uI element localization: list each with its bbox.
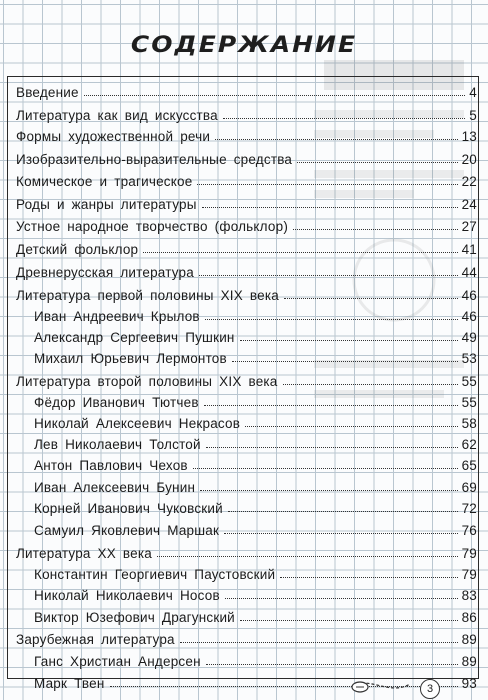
- toc-entry-page: 89: [461, 632, 477, 647]
- toc-entry-title: Литература первой половины XIX века: [16, 288, 279, 303]
- toc-entry-title: Ганс Христиан Андерсен: [34, 654, 201, 669]
- toc-entry: [16, 80, 477, 100]
- toc-entry-title: Изобразительно-выразительные средства: [16, 152, 293, 167]
- toc-entry: [16, 147, 477, 167]
- toc-entry-page: 20: [461, 152, 477, 167]
- toc-entry-page: 76: [461, 523, 477, 538]
- toc-entry-page: 53: [461, 351, 477, 366]
- toc-entry-title: Лев Николаевич Толстой: [34, 437, 201, 452]
- toc-entry-page: 93: [461, 676, 477, 691]
- toc-entry: [16, 169, 477, 189]
- dot-leader: [293, 229, 458, 230]
- toc-entry-title: Зарубежная литература: [16, 632, 175, 647]
- toc-entry-page: 72: [461, 501, 477, 516]
- dot-leader: [193, 468, 458, 469]
- toc-subentry: [34, 346, 477, 366]
- toc-entry-title: Михаил Юрьевич Лермонтов: [34, 351, 227, 366]
- toc-entry-page: 65: [461, 458, 477, 473]
- toc-entry-page: 79: [461, 567, 477, 582]
- toc-entry: [16, 214, 477, 234]
- toc-entry-page: 49: [461, 330, 477, 345]
- toc-entry-title: Комическое и трагическое: [16, 174, 193, 189]
- toc-entry-title: Корней Иванович Чуковский: [34, 501, 223, 516]
- dot-leader: [205, 319, 458, 320]
- toc-entry-title: Виктор Юзефович Драгунский: [34, 610, 235, 625]
- toc-entry-page: 69: [461, 480, 477, 495]
- dot-leader: [197, 184, 457, 185]
- toc-entry-page: 44: [461, 265, 477, 280]
- toc-subentry: [34, 453, 477, 473]
- dot-leader: [228, 511, 458, 512]
- toc-subentry: [34, 583, 477, 603]
- toc-entry-page: 4: [469, 85, 477, 100]
- dot-leader: [215, 139, 457, 140]
- toc-entry-page: 89: [461, 654, 477, 669]
- toc-entry-page: 58: [461, 416, 477, 431]
- toc-entry-title: Введение: [16, 85, 79, 100]
- toc-entry: [16, 369, 477, 389]
- toc-entry-title: Иван Андреевич Крылов: [34, 309, 200, 324]
- dot-leader: [180, 642, 458, 643]
- toc-entry-page: 22: [461, 174, 477, 189]
- toc-subentry: [34, 518, 477, 538]
- toc-entry: [16, 260, 477, 280]
- dot-leader: [232, 361, 458, 362]
- toc-entry-page: 62: [461, 437, 477, 452]
- dot-leader: [199, 275, 458, 276]
- dot-leader: [223, 118, 465, 119]
- toc-subentry: [34, 304, 477, 324]
- toc-entry-page: 55: [461, 374, 477, 389]
- toc-subentry: [34, 649, 477, 669]
- toc-entry-page: 24: [461, 197, 477, 212]
- toc-entry-title: Антон Павлович Чехов: [34, 458, 188, 473]
- dot-leader: [200, 490, 457, 491]
- toc-entry: [16, 237, 477, 257]
- page-number: 3: [420, 679, 440, 699]
- toc-entry-title: Формы художественной речи: [16, 129, 211, 144]
- toc-entry-title: Литература XX века: [16, 546, 152, 561]
- page-title: СОДЕРЖАНИЕ: [130, 31, 358, 58]
- dot-leader: [202, 207, 458, 208]
- dot-leader: [157, 556, 458, 557]
- toc-entry-title: Устное народное творчество (фольклор): [16, 219, 289, 234]
- dot-leader: [84, 95, 466, 96]
- toc-entry-page: 46: [461, 309, 477, 324]
- toc-entry: [16, 124, 477, 144]
- toc-entry-title: Самуил Яковлевич Маршак: [34, 523, 220, 538]
- toc-entry: [16, 103, 477, 123]
- toc-subentry: [34, 496, 477, 516]
- toc-entry: [16, 541, 477, 561]
- toc-entry-page: 13: [461, 129, 477, 144]
- dot-leader: [297, 162, 457, 163]
- toc-entry-title: Николай Николаевич Носов: [34, 588, 220, 603]
- toc-entry-page: 27: [461, 219, 477, 234]
- toc-entry: [16, 192, 477, 212]
- toc-entry-page: 5: [469, 108, 477, 123]
- toc-entry-title: Александр Сергеевич Пушкин: [34, 330, 235, 345]
- toc-subentry: [34, 390, 477, 410]
- dot-leader: [225, 598, 458, 599]
- dot-leader: [224, 533, 457, 534]
- dot-leader: [283, 384, 458, 385]
- toc-entry-title: Детский фольклор: [16, 242, 139, 257]
- toc-entry-title: Литература второй половины XIX века: [16, 374, 278, 389]
- toc-entry-title: Древнерусская литература: [16, 265, 194, 280]
- toc-entry: [16, 283, 477, 303]
- dot-leader: [284, 298, 458, 299]
- toc-entry-title: Марк Твен: [34, 676, 105, 691]
- dot-leader: [143, 252, 457, 253]
- toc-entry-title: Роды и жанры литературы: [16, 197, 197, 212]
- dot-leader: [245, 426, 457, 427]
- toc-entry: [16, 627, 477, 647]
- dot-leader: [240, 340, 458, 341]
- toc-entry-page: 55: [461, 395, 477, 410]
- toc-entry-title: Фёдор Иванович Тютчев: [34, 395, 199, 410]
- toc-entry-title: Иван Алексеевич Бунин: [34, 480, 196, 495]
- toc-subentry: [34, 562, 477, 582]
- toc-entry-title: Константин Георгиевич Паустовский: [34, 567, 276, 582]
- toc-subentry: [34, 605, 477, 625]
- toc-entry-page: 46: [461, 288, 477, 303]
- dot-leader: [206, 664, 458, 665]
- dot-leader: [206, 447, 458, 448]
- toc-entry-page: 79: [461, 546, 477, 561]
- toc-entry-page: 86: [461, 610, 477, 625]
- dot-leader: [204, 405, 458, 406]
- toc-subentry: [34, 475, 477, 495]
- toc-entry-title: Николай Алексеевич Некрасов: [34, 416, 241, 431]
- toc-entry-page: 41: [461, 242, 477, 257]
- toc-subentry: [34, 325, 477, 345]
- toc-entry-page: 83: [461, 588, 477, 603]
- toc-subentry: [34, 432, 477, 452]
- dot-leader: [280, 577, 457, 578]
- dot-leader: [240, 620, 458, 621]
- toc-subentry: [34, 411, 477, 431]
- toc-entry-title: Литература как вид искусства: [16, 108, 218, 123]
